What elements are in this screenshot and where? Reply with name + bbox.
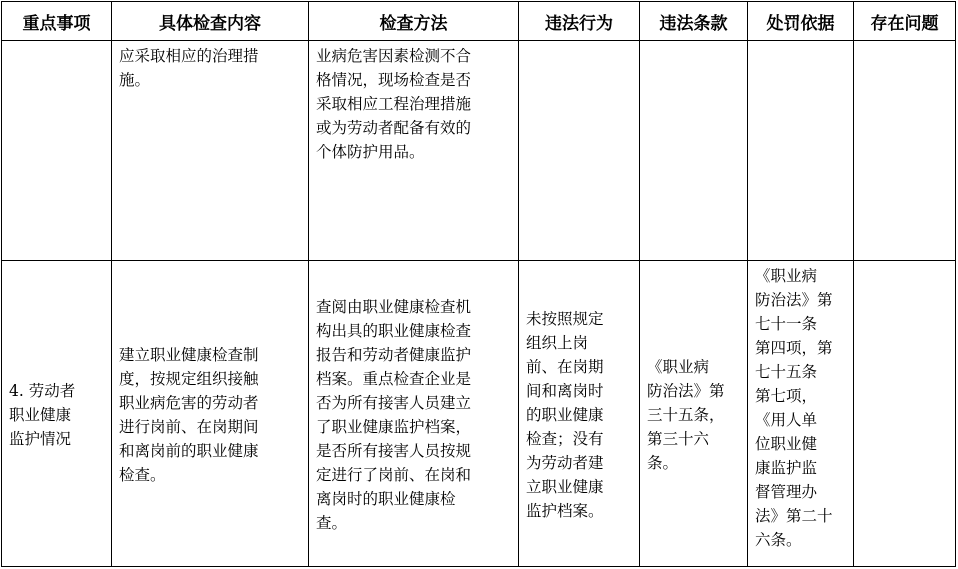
issue-cell — [854, 41, 956, 261]
header-method: 检查方法 — [309, 2, 519, 41]
clause-cell: 《职业病 防治法》第 三十五条， 第三十六 条。 — [640, 261, 748, 567]
method-cell: 业病危害因素检测不合 格情况，现场检查是否 采取相应工程治理措施 或为劳动者配备有效的 个体防护用品。 — [309, 41, 519, 261]
penalty-cell: 《职业病 防治法》第 七十一条 第四项，第 七十五条 第七项， 《用人单 位职业健 康监护监 督管理办 法》第二十 六条。 — [748, 261, 854, 567]
header-key-item: 重点事项 — [2, 2, 112, 41]
header-clause: 违法条款 — [640, 2, 748, 41]
inspection-table — [1, 1, 956, 567]
key-item-cell — [2, 41, 112, 261]
content-cell: 应采取相应的治理措 施。 — [112, 41, 309, 261]
header-issue: 存在问题 — [854, 2, 956, 41]
content-cell: 建立职业健康检查制 度，按规定组织接触 职业病危害的劳动者 进行岗前、在岗期间 和离岗前的职业健康 检查。 — [112, 261, 309, 567]
header-penalty: 处罚依据 — [748, 2, 854, 41]
method-cell: 查阅由职业健康检查机 构出具的职业健康检查 报告和劳动者健康监护 档案。重点检查企业是 否为所有接害人员建立 了职业健康监护档案， 是否所有接害人员按规 定进行了岗前、在岗和 离岗时的职业健康检 查。 — [309, 261, 519, 567]
table-row — [2, 41, 956, 261]
issue-cell — [854, 261, 956, 567]
violation-cell: 未按照规定 组织上岗 前、在岗期 间和离岗时 的职业健康 检查；没有 为劳动者建 立职业健康 监护档案。 — [519, 261, 640, 567]
clause-cell — [640, 41, 748, 261]
header-violation: 违法行为 — [519, 2, 640, 41]
header-content: 具体检查内容 — [112, 2, 309, 41]
violation-cell — [519, 41, 640, 261]
key-item-cell: 4. 劳动者 职业健康 监护情况 — [2, 261, 112, 567]
header-row — [2, 2, 956, 41]
table-row — [2, 261, 956, 567]
penalty-cell — [748, 41, 854, 261]
